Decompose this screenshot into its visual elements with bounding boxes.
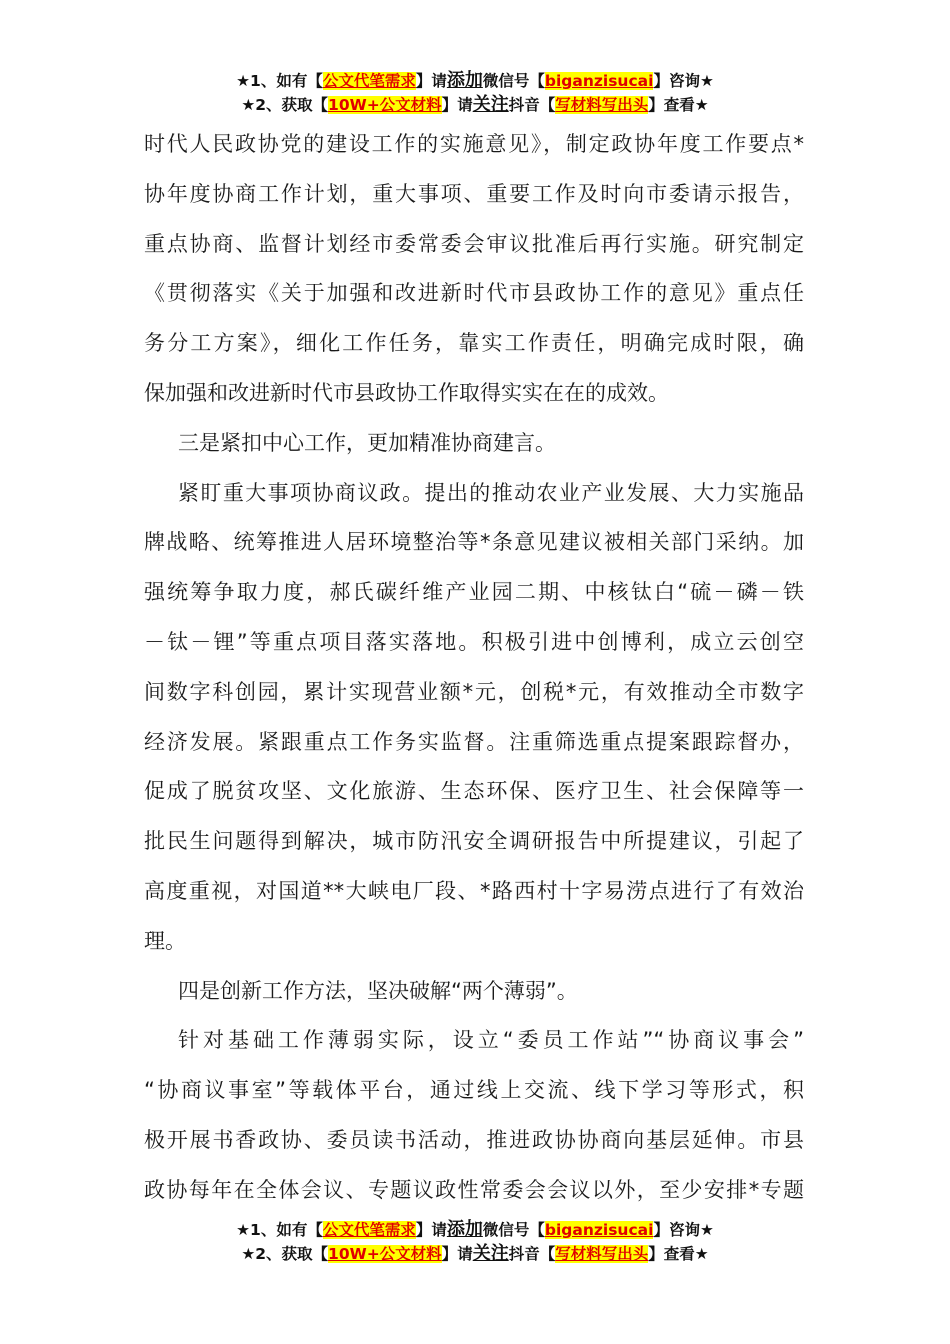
section-heading: 三是紧扣中心工作，更加精准协商建言。 [178,430,556,455]
text-line: 务分工方案》，细化工作任务，靠实工作责任，明确完成时限，确 [144,331,804,356]
banner-text: ★2、获取【 [241,1245,329,1263]
text-line: 保加强和改进新时代市县政协工作取得实实在在的成效。 [144,380,669,405]
banner-text: ★2、获取【 [241,96,329,114]
highlight-text: 公文代笔需求 [322,72,416,90]
banner-text: ★1、如有【 [236,72,323,90]
banner-text: 微信号【 [482,72,545,90]
text-line: 强统筹争取力度，郝氏碳纤维产业园二期、中核钛白“硫－磷－铁 [144,580,804,605]
underlined-text: 关注 [472,94,509,115]
text-line: 针对基础工作薄弱实际，设立“委员工作站”“协商议事会” [178,1028,804,1053]
banner-text: 】请 [441,1245,473,1263]
banner-text: 】查看★ [648,96,709,114]
wechat-id: biganzisucai [544,1221,654,1239]
banner-line-1 [0,69,950,93]
text-line: 批民生问题得到解决，城市防汛安全调研报告中所提建议，引起了 [144,829,804,854]
text-line: 紧盯重大事项协商议政。提出的推动农业产业发展、大力实施品 [178,480,804,505]
underlined-text: 添加 [446,1219,483,1240]
banner-text: 】查看★ [648,1245,709,1263]
banner-text: 】咨询★ [653,1221,714,1239]
banner-text: 微信号【 [482,1221,545,1239]
text-line: 政协每年在全体会议、专题议政性常委会会议以外，至少安排*专题 [144,1177,804,1202]
banner-text: 抖音【 [508,1245,556,1263]
underlined-text: 关注 [472,1243,509,1264]
wechat-id: biganzisucai [544,72,654,90]
douyin-account: 写材料写出头 [555,96,649,114]
text-line: 高度重视，对国道**大峡电厂段、*路西村十字易涝点进行了有效治 [144,878,804,903]
banner-text: 】咨询★ [653,72,714,90]
text-line: “协商议事室”等载体平台，通过线上交流、线下学习等形式，积 [144,1078,804,1103]
text-line: 促成了脱贫攻坚、文化旅游、生态环保、医疗卫生、社会保障等一 [144,779,804,804]
footer-banner [0,1218,950,1266]
banner-line-2 [0,93,950,117]
text-line: 经济发展。紧跟重点工作务实监督。注重筛选重点提案跟踪督办， [144,729,804,754]
text-line: 间数字科创园，累计实现营业额*元，创税*元，有效推动全市数字 [144,679,804,704]
banner-text: 】请 [415,1221,447,1239]
section-heading: 四是创新工作方法，坚决破解“两个薄弱”。 [178,978,578,1003]
highlight-text: 公文代笔需求 [322,1221,416,1239]
text-line: 协年度协商工作计划，重大事项、重要工作及时向市委请示报告， [144,181,804,206]
text-line: 时代人民政协党的建设工作的实施意见》，制定政协年度工作要点* [144,132,804,156]
text-line: 《贯彻落实《关于加强和改进新时代市县政协工作的意见》重点任 [144,281,804,306]
banner-line-2 [0,1242,950,1266]
underlined-text: 添加 [446,70,483,91]
header-banner [0,69,950,117]
document-body [144,120,804,1216]
banner-text: 抖音【 [508,96,556,114]
text-line: 理。 [144,928,186,953]
banner-line-1 [0,1218,950,1242]
banner-text: 】请 [415,72,447,90]
banner-text: 】请 [441,96,473,114]
highlight-text: 10W+公文材料 [328,1245,442,1263]
text-line: －钛－锂”等重点项目落实落地。积极引进中创博利，成立云创空 [144,629,804,654]
highlight-text: 10W+公文材料 [328,96,442,114]
text-line: 极开展书香政协、委员读书活动，推进政协协商向基层延伸。市县 [144,1127,804,1152]
text-line: 重点协商、监督计划经市委常委会审议批准后再行实施。研究制定 [144,231,804,256]
text-line: 牌战略、统筹推进人居环境整治等*条意见建议被相关部门采纳。加 [144,530,804,555]
banner-text: ★1、如有【 [236,1221,323,1239]
douyin-account: 写材料写出头 [555,1245,649,1263]
